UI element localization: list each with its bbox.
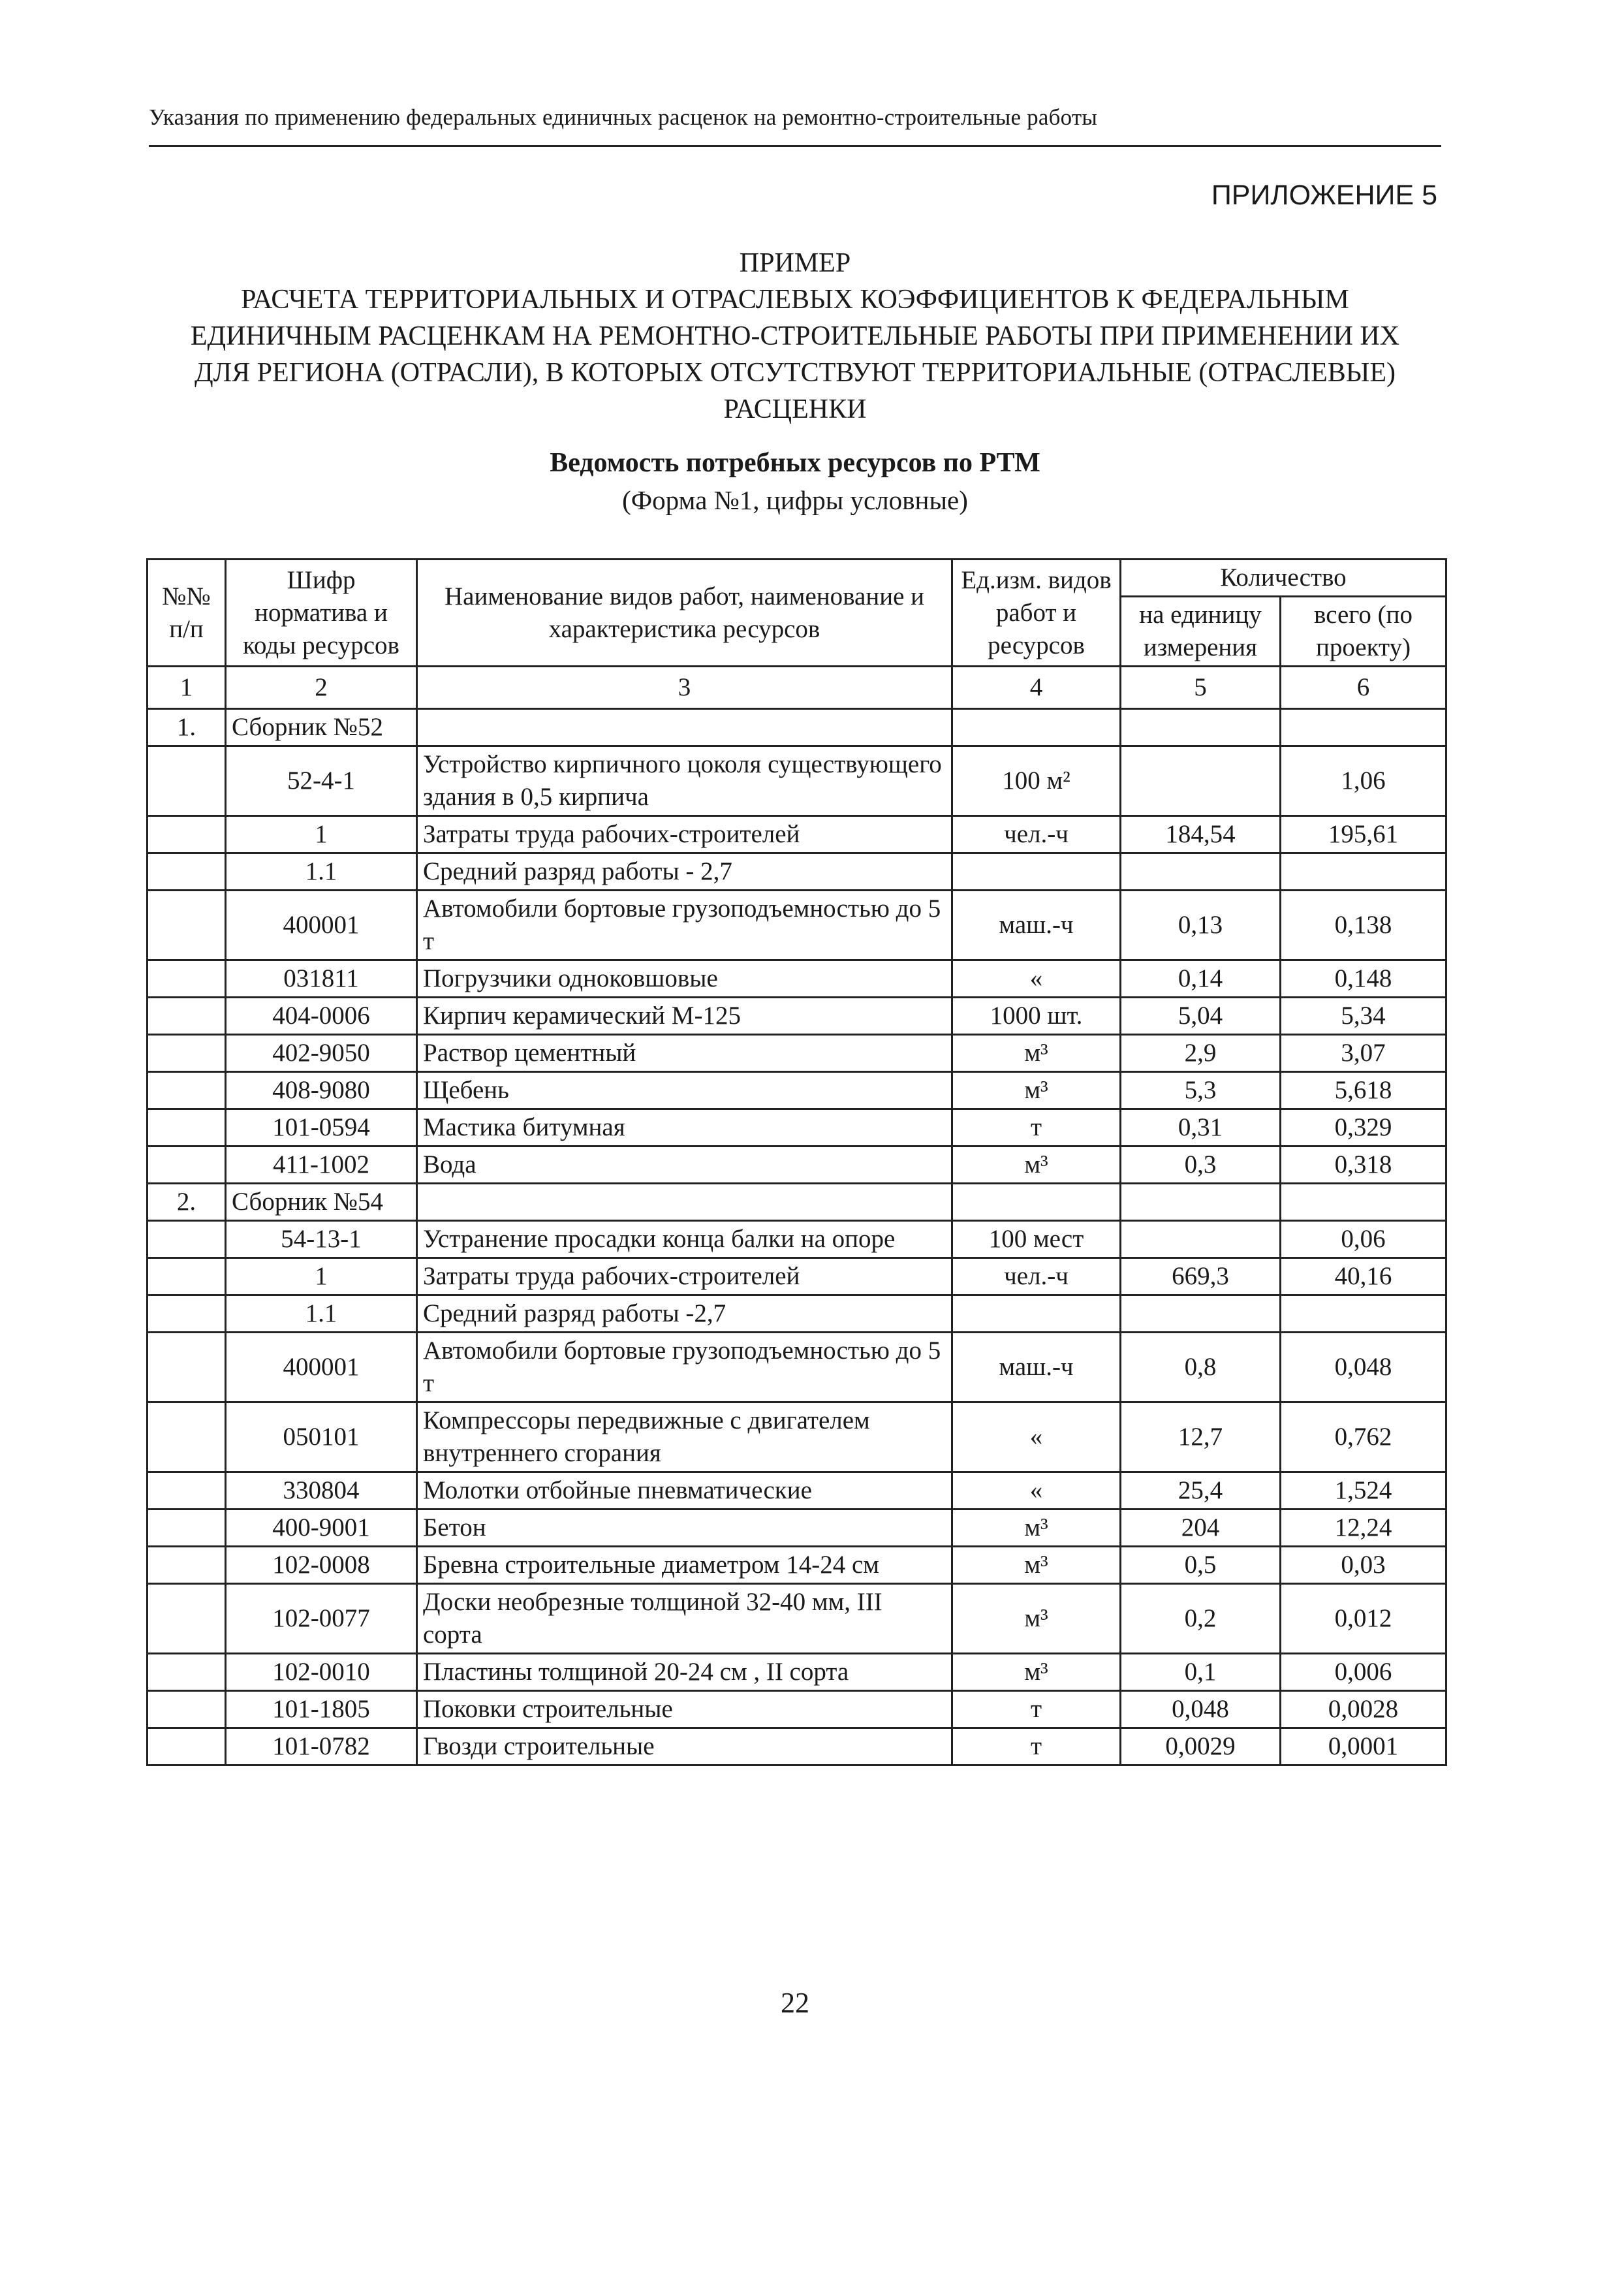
per-unit-cell <box>1121 746 1281 816</box>
total-cell: 195,61 <box>1281 816 1446 853</box>
total-cell: 0,138 <box>1281 891 1446 960</box>
page-number: 22 <box>781 1987 809 2019</box>
unit-cell: м³ <box>952 1510 1121 1547</box>
table-body <box>148 709 1446 1765</box>
row-number-cell <box>148 1584 226 1654</box>
code-cell: 101-1805 <box>226 1691 417 1728</box>
row-number-cell <box>148 960 226 998</box>
table-header <box>148 560 1446 709</box>
header-quantity: Количество <box>1121 560 1446 597</box>
code-cell: 400001 <box>226 1333 417 1402</box>
table-row <box>148 1146 1446 1184</box>
total-cell: 0,148 <box>1281 960 1446 998</box>
table-row <box>148 1510 1446 1547</box>
total-cell: 0,012 <box>1281 1584 1446 1654</box>
code-cell: 1 <box>226 816 417 853</box>
per-unit-cell: 0,8 <box>1121 1333 1281 1402</box>
code-cell: 101-0782 <box>226 1728 417 1765</box>
table-row <box>148 1654 1446 1691</box>
row-number-cell <box>148 746 226 816</box>
table-row <box>148 1072 1446 1109</box>
per-unit-cell: 2,9 <box>1121 1035 1281 1072</box>
code-cell: 1.1 <box>226 1295 417 1333</box>
per-unit-cell: 5,3 <box>1121 1072 1281 1109</box>
row-number-cell <box>148 1295 226 1333</box>
unit-cell: « <box>952 1402 1121 1472</box>
name-cell: Молотки отбойные пневматические <box>417 1472 952 1510</box>
code-cell: 400001 <box>226 891 417 960</box>
total-cell: 0,006 <box>1281 1654 1446 1691</box>
code-cell: 1 <box>226 1258 417 1295</box>
per-unit-cell <box>1121 1295 1281 1333</box>
code-cell: 031811 <box>226 960 417 998</box>
unit-cell: т <box>952 1728 1121 1765</box>
total-cell <box>1281 853 1446 891</box>
name-cell: Доски необрезные толщиной 32-40 мм, III сорта <box>417 1584 952 1654</box>
table-row <box>148 1333 1446 1402</box>
row-number-cell <box>148 998 226 1035</box>
table-row <box>148 1728 1446 1765</box>
column-number: 6 <box>1281 667 1446 709</box>
per-unit-cell: 0,0029 <box>1121 1728 1281 1765</box>
row-number-cell <box>148 1472 226 1510</box>
code-cell: 101-0594 <box>226 1109 417 1146</box>
header-unit: Ед.изм. видов работ и ресурсов <box>952 560 1121 667</box>
total-cell: 40,16 <box>1281 1258 1446 1295</box>
per-unit-cell: 0,14 <box>1121 960 1281 998</box>
column-number: 2 <box>226 667 417 709</box>
name-cell: Устройство кирпичного цоколя существующего здания в 0,5 кирпича <box>417 746 952 816</box>
name-cell: Раствор цементный <box>417 1035 952 1072</box>
code-cell: 52-4-1 <box>226 746 417 816</box>
row-number-cell <box>148 1258 226 1295</box>
row-number-cell <box>148 1146 226 1184</box>
unit-cell: « <box>952 1472 1121 1510</box>
code-cell: 050101 <box>226 1402 417 1472</box>
per-unit-cell <box>1121 853 1281 891</box>
total-cell: 0,048 <box>1281 1333 1446 1402</box>
table-row <box>148 1691 1446 1728</box>
unit-cell: 100 м² <box>952 746 1121 816</box>
total-cell: 1,06 <box>1281 746 1446 816</box>
row-number-cell <box>148 1654 226 1691</box>
per-unit-cell: 204 <box>1121 1510 1281 1547</box>
code-cell: 411-1002 <box>226 1146 417 1184</box>
unit-cell: чел.-ч <box>952 1258 1121 1295</box>
table-row <box>148 816 1446 853</box>
row-number-cell <box>148 891 226 960</box>
table-row <box>148 891 1446 960</box>
row-number-cell <box>148 853 226 891</box>
total-cell: 1,524 <box>1281 1472 1446 1510</box>
table-row <box>148 1547 1446 1584</box>
title-line: РАСЦЕНКИ <box>723 394 867 424</box>
header-row-number: №№ п/п <box>148 560 226 667</box>
row-number-cell <box>148 1691 226 1728</box>
table-row <box>148 1584 1446 1654</box>
per-unit-cell: 5,04 <box>1121 998 1281 1035</box>
per-unit-cell: 0,2 <box>1121 1584 1281 1654</box>
unit-cell: маш.-ч <box>952 1333 1121 1402</box>
title-line: ЕДИНИЧНЫМ РАСЦЕНКАМ НА РЕМОНТНО-СТРОИТЕЛЬНЫЕ РАБОТЫ ПРИ ПРИМЕНЕНИИ ИХ <box>190 321 1400 351</box>
code-cell: 102-0077 <box>226 1584 417 1654</box>
header-code: Шифр норматива и коды ресурсов <box>226 560 417 667</box>
total-cell: 0,318 <box>1281 1146 1446 1184</box>
code-cell: Сборник №52 <box>226 709 417 746</box>
name-cell: Затраты труда рабочих-строителей <box>417 1258 952 1295</box>
table-row <box>148 746 1446 816</box>
row-number-cell <box>148 1510 226 1547</box>
code-cell: 330804 <box>226 1472 417 1510</box>
total-cell <box>1281 709 1446 746</box>
total-cell: 12,24 <box>1281 1510 1446 1547</box>
row-number-cell <box>148 1035 226 1072</box>
table-row <box>148 1472 1446 1510</box>
section-row <box>148 1184 1446 1221</box>
table-row <box>148 1295 1446 1333</box>
code-cell: 1.1 <box>226 853 417 891</box>
running-header: Указания по применению федеральных единичных расценок на ремонтно-строительные работы <box>149 104 1098 130</box>
name-cell: Бревна строительные диаметром 14-24 см <box>417 1547 952 1584</box>
table-row <box>148 853 1446 891</box>
table-row <box>148 1109 1446 1146</box>
table-row <box>148 1221 1446 1258</box>
form-note: (Форма №1, цифры условные) <box>622 485 968 515</box>
total-cell: 0,762 <box>1281 1402 1446 1472</box>
unit-cell: м³ <box>952 1654 1121 1691</box>
title-line: РАСЧЕТА ТЕРРИТОРИАЛЬНЫХ И ОТРАСЛЕВЫХ КОЭФФИЦИЕНТОВ К ФЕДЕРАЛЬНЫМ <box>241 285 1349 315</box>
code-cell: 402-9050 <box>226 1035 417 1072</box>
column-number: 1 <box>148 667 226 709</box>
code-cell: 54-13-1 <box>226 1221 417 1258</box>
total-cell: 0,0028 <box>1281 1691 1446 1728</box>
unit-cell: чел.-ч <box>952 816 1121 853</box>
unit-cell: м³ <box>952 1584 1121 1654</box>
code-cell: 102-0008 <box>226 1547 417 1584</box>
code-cell: Сборник №54 <box>226 1184 417 1221</box>
name-cell: Щебень <box>417 1072 952 1109</box>
per-unit-cell: 0,31 <box>1121 1109 1281 1146</box>
resources-table <box>146 558 1447 1766</box>
total-cell: 0,03 <box>1281 1547 1446 1584</box>
name-cell <box>417 709 952 746</box>
unit-cell <box>952 709 1121 746</box>
per-unit-cell <box>1121 1221 1281 1258</box>
total-cell <box>1281 1184 1446 1221</box>
column-number: 3 <box>417 667 952 709</box>
total-cell: 0,0001 <box>1281 1728 1446 1765</box>
total-cell: 5,618 <box>1281 1072 1446 1109</box>
document-title <box>149 245 1441 428</box>
name-cell: Компрессоры передвижные с двигателем внутреннего сгорания <box>417 1402 952 1472</box>
table-row <box>148 1258 1446 1295</box>
per-unit-cell: 0,13 <box>1121 891 1281 960</box>
name-cell: Устранение просадки конца балки на опоре <box>417 1221 952 1258</box>
total-cell: 0,329 <box>1281 1109 1446 1146</box>
table-row <box>148 960 1446 998</box>
total-cell: 5,34 <box>1281 998 1446 1035</box>
title-line: ДЛЯ РЕГИОНА (ОТРАСЛИ), В КОТОРЫХ ОТСУТСТВУЮТ ТЕРРИТОРИАЛЬНЫЕ (ОТРАСЛЕВЫЕ) <box>194 358 1396 388</box>
name-cell: Гвозди строительные <box>417 1728 952 1765</box>
row-number-cell: 2. <box>148 1184 226 1221</box>
name-cell: Пластины толщиной 20-24 см , II сорта <box>417 1654 952 1691</box>
unit-cell: 100 мест <box>952 1221 1121 1258</box>
title-line: ПРИМЕР <box>739 248 851 278</box>
per-unit-cell: 25,4 <box>1121 1472 1281 1510</box>
total-cell: 0,06 <box>1281 1221 1446 1258</box>
code-cell: 408-9080 <box>226 1072 417 1109</box>
unit-cell: 1000 шт. <box>952 998 1121 1035</box>
row-number-cell <box>148 816 226 853</box>
name-cell: Затраты труда рабочих-строителей <box>417 816 952 853</box>
unit-cell: « <box>952 960 1121 998</box>
header-total: всего (по проекту) <box>1281 597 1446 667</box>
name-cell: Поковки строительные <box>417 1691 952 1728</box>
row-number-cell <box>148 1333 226 1402</box>
table-row <box>148 1035 1446 1072</box>
per-unit-cell <box>1121 1184 1281 1221</box>
row-number-cell <box>148 1221 226 1258</box>
header-rule <box>149 145 1441 147</box>
row-number-cell <box>148 1402 226 1472</box>
unit-cell: маш.-ч <box>952 891 1121 960</box>
unit-cell <box>952 1295 1121 1333</box>
name-cell: Погрузчики одноковшовые <box>417 960 952 998</box>
per-unit-cell: 669,3 <box>1121 1258 1281 1295</box>
per-unit-cell: 0,3 <box>1121 1146 1281 1184</box>
unit-cell: м³ <box>952 1072 1121 1109</box>
name-cell: Вода <box>417 1146 952 1184</box>
unit-cell <box>952 1184 1121 1221</box>
code-cell: 400-9001 <box>226 1510 417 1547</box>
row-number-cell <box>148 1547 226 1584</box>
unit-cell: м³ <box>952 1035 1121 1072</box>
row-number-cell: 1. <box>148 709 226 746</box>
per-unit-cell: 12,7 <box>1121 1402 1281 1472</box>
per-unit-cell: 0,5 <box>1121 1547 1281 1584</box>
per-unit-cell: 0,048 <box>1121 1691 1281 1728</box>
table-row <box>148 1402 1446 1472</box>
name-cell: Средний разряд работы -2,7 <box>417 1295 952 1333</box>
name-cell <box>417 1184 952 1221</box>
per-unit-cell: 184,54 <box>1121 816 1281 853</box>
section-row <box>148 709 1446 746</box>
name-cell: Кирпич керамический М-125 <box>417 998 952 1035</box>
row-number-cell <box>148 1072 226 1109</box>
name-cell: Средний разряд работы - 2,7 <box>417 853 952 891</box>
name-cell: Автомобили бортовые грузоподъемностью до 5 т <box>417 891 952 960</box>
unit-cell: т <box>952 1109 1121 1146</box>
unit-cell <box>952 853 1121 891</box>
code-cell: 404-0006 <box>226 998 417 1035</box>
total-cell: 3,07 <box>1281 1035 1446 1072</box>
column-number: 4 <box>952 667 1121 709</box>
unit-cell: т <box>952 1691 1121 1728</box>
header-per-unit: на единицу измерения <box>1121 597 1281 667</box>
per-unit-cell <box>1121 709 1281 746</box>
name-cell: Мастика битумная <box>417 1109 952 1146</box>
unit-cell: м³ <box>952 1146 1121 1184</box>
header-name: Наименование видов работ, наименование и характеристика ресурсов <box>417 560 952 667</box>
unit-cell: м³ <box>952 1547 1121 1584</box>
name-cell: Автомобили бортовые грузоподъемностью до 5 т <box>417 1333 952 1402</box>
total-cell <box>1281 1295 1446 1333</box>
per-unit-cell: 0,1 <box>1121 1654 1281 1691</box>
column-number: 5 <box>1121 667 1281 709</box>
table-title: Ведомость потребных ресурсов по РТМ <box>550 448 1040 478</box>
name-cell: Бетон <box>417 1510 952 1547</box>
code-cell: 102-0010 <box>226 1654 417 1691</box>
appendix-label: ПРИЛОЖЕНИЕ 5 <box>1211 180 1437 211</box>
row-number-cell <box>148 1109 226 1146</box>
row-number-cell <box>148 1728 226 1765</box>
table-row <box>148 998 1446 1035</box>
